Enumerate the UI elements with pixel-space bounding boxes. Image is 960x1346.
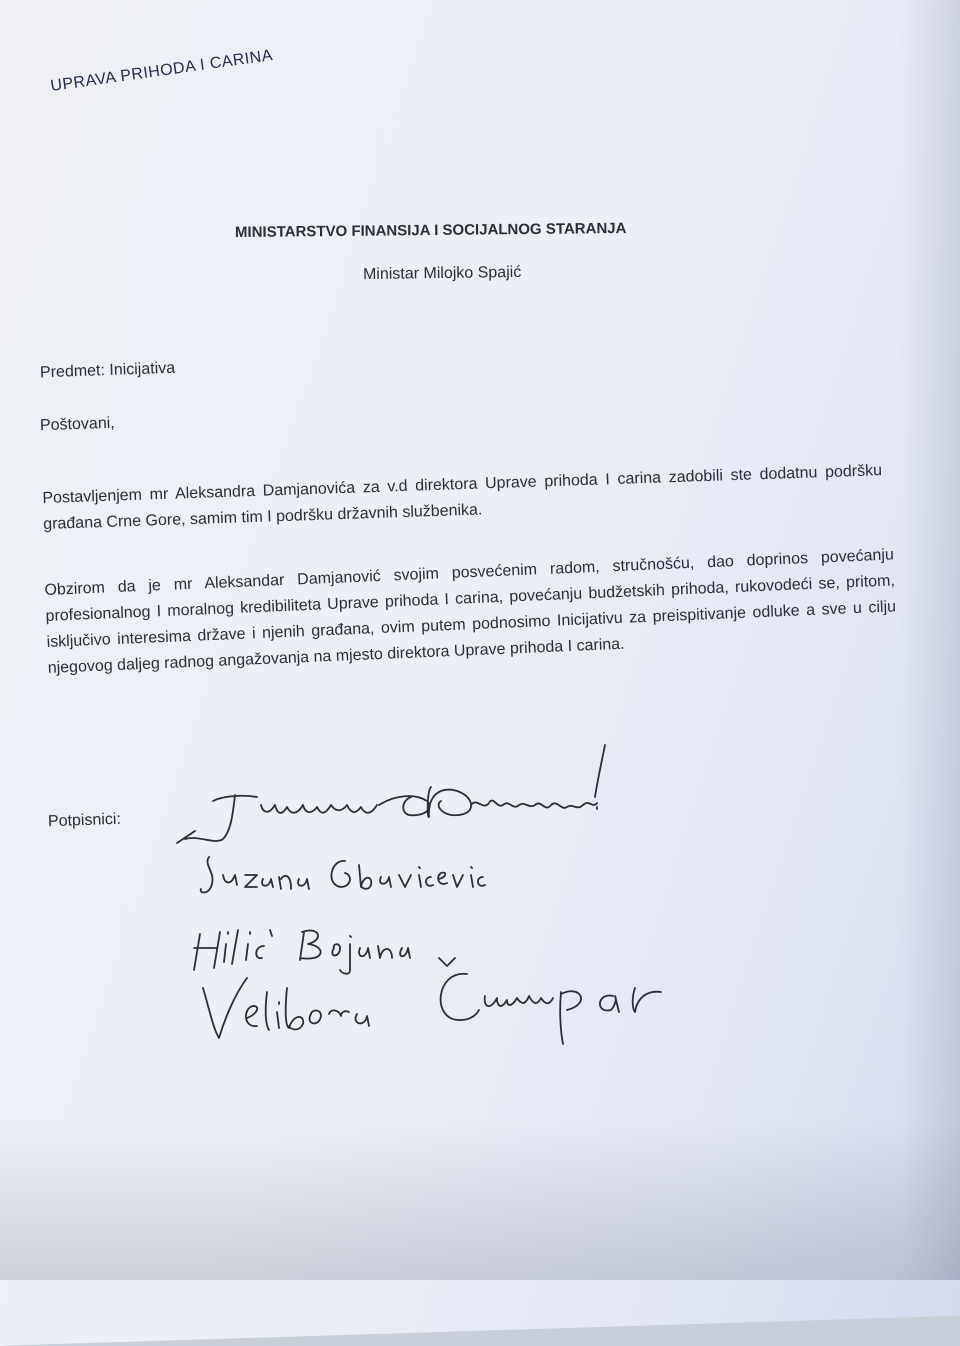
recipient-ministry: MINISTARSTVO FINANSIJA I SOCIJALNOG STARANJA bbox=[234, 219, 627, 242]
signature-4 bbox=[195, 948, 685, 1048]
letter-subject: Predmet: Inicijativa bbox=[39, 359, 176, 382]
page-bottom-shadow bbox=[0, 1120, 960, 1280]
signature-1 bbox=[165, 735, 635, 850]
page-edge-shadow bbox=[900, 0, 960, 1280]
recipient-minister: Ministar Milojko Spajić bbox=[362, 263, 522, 284]
letter-paragraph-1: Postavljenjem mr Aleksandra Damjanovića za v.d direktora Uprave prihoda I carina zadobili ste dodatnu podršku građana Crne Gore, samim tim I podršku državnih službenika. bbox=[42, 462, 883, 533]
signature-2 bbox=[195, 845, 495, 905]
signers-label: Potpisnici: bbox=[47, 810, 122, 831]
letter-paragraph-2: Obzirom da je mr Aleksandar Damjanović svojim posvećenim radom, stručnošću, dao doprinos povećanju profesionalnog I moralnog kredibiliteta Uprave prihoda I carina, povećanju budžetskih prihoda, rukovodeći se, pritom, isključivo interesima države i njenih građana, ovim putem podnosimo Inicijativu za preispitivanje odluke a sve u cilju njegovog daljeg radnog angažovanja na mjesto direktora Uprave prihoda I carina. bbox=[44, 546, 897, 677]
office-stamp: UPRAVA PRIHODA I CARINA bbox=[49, 46, 274, 96]
letter-greeting: Poštovani, bbox=[39, 414, 115, 435]
